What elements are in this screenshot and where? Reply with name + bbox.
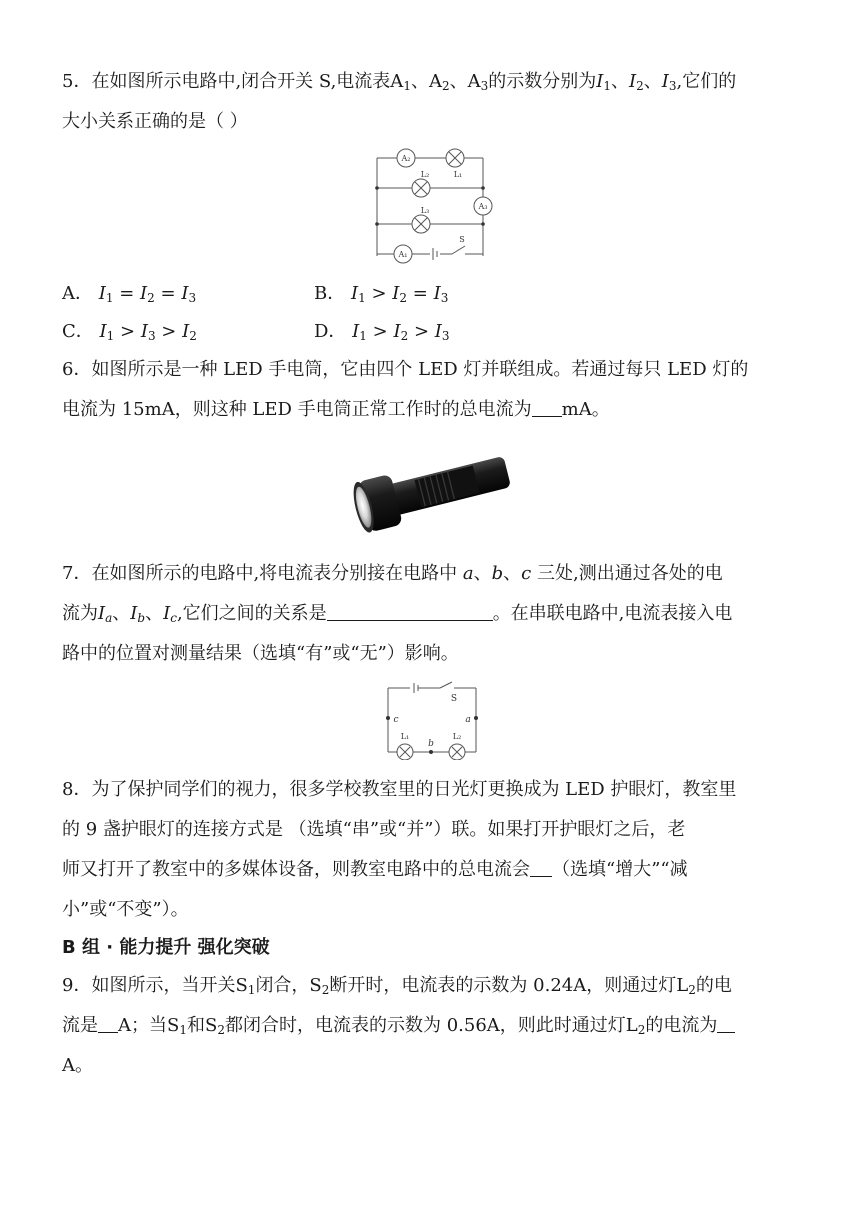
q7-l1-label: L₁	[400, 732, 410, 741]
q5-line1: 5．在如图所示电路中,闭合开关 S,电流表$A_1$、$A_2$、$A_3$的示数分别为$I_1$、$I_2$、$I_3$,它们的	[62, 71, 737, 93]
q6-answer-blank[interactable]	[532, 398, 562, 417]
q7-switch-label: S	[450, 694, 458, 704]
q5-a1-label: A₁	[398, 250, 408, 259]
q7-point-b: b	[428, 739, 434, 749]
q5-line2: 大小关系正确的是（ ）	[62, 111, 248, 132]
q7-l2-label: L₂	[452, 732, 462, 741]
q6-line2: 电流为 15mA，则这种 LED 手电筒正常工作时的总电流为 mA。	[62, 399, 610, 420]
q5-text: 在如图所示电路中,闭合开关 S,电流表A	[91, 71, 404, 92]
q9-line3: A。	[62, 1055, 93, 1076]
q5-option-d[interactable]: D． $I_1 > I_2 > I_3$	[314, 321, 450, 343]
q5-l3-label: L₃	[420, 206, 430, 215]
q9-answer-blank-1[interactable]	[98, 1014, 118, 1033]
q7-line3: 路中的位置对测量结果（选填“有”或“无”）影响。	[62, 643, 459, 664]
q7-line1: 7．在如图所示的电路中,将电流表分别接在电路中 a、b、c 三处,测出通过各处的电	[62, 563, 723, 584]
q5-option-c[interactable]: C． $I_1 > I_3 > I_2$	[62, 321, 197, 343]
flashlight-image	[348, 446, 518, 538]
q5-circuit-diagram	[370, 148, 500, 266]
q8-answer-blank[interactable]	[530, 858, 552, 877]
q7-point-a: a	[465, 715, 471, 725]
q5-switch-label: S	[459, 235, 465, 244]
q8-line4: 小”或“不变”）。	[62, 899, 189, 920]
q5-number: 5．	[62, 71, 92, 92]
q5-option-a[interactable]: A． $I_1 = I_2 = I_3$	[62, 283, 197, 305]
q7-line2: 流为$I_a$、$I_b$、$I_c$,它们之间的关系是 。在串联电路中,电流表接入电	[62, 603, 733, 625]
q5-l2-label: L₂	[420, 170, 430, 179]
q8-line1: 8．为了保护同学们的视力，很多学校教室里的日光灯更换成为 LED 护眼灯，教室里	[62, 779, 737, 800]
q5-a3-label: A₃	[478, 202, 488, 211]
q7-circuit-diagram	[382, 680, 482, 760]
q7-answer-blank[interactable]	[327, 602, 493, 621]
q5-l1-label: L₁	[453, 170, 463, 179]
q5-a2-label: A₂	[401, 154, 411, 163]
q5-option-b[interactable]: B． $I_1 > I_2 = I_3$	[314, 283, 449, 305]
q9-answer-blank-2[interactable]	[717, 1014, 735, 1033]
q8-line3: 师又打开了教室中的多媒体设备，则教室电路中的总电流会 （选填“增大”“减	[62, 859, 688, 880]
q6-line1: 6．如图所示是一种 LED 手电筒，它由四个 LED 灯并联组成。若通过每只 LED 灯的	[62, 359, 749, 380]
q9-line1: 9．如图所示，当开关$S_1$闭合，$S_2$断开时，电流表的示数为 0.24A，则通过灯$L_2$的电	[62, 975, 732, 997]
section-b-heading: B 组 · 能力提升 强化突破	[62, 937, 270, 958]
q9-line2: 流是 A；当$S_1$和$S_2$都闭合时，电流表的示数为 0.56A，则此时通过灯$L_2$的电流为	[62, 1014, 735, 1042]
q8-line2: 的 9 盏护眼灯的连接方式是 （选填“串”或“并”）联。如果打开护眼灯之后，老	[62, 819, 686, 840]
q7-point-c: c	[393, 715, 399, 725]
